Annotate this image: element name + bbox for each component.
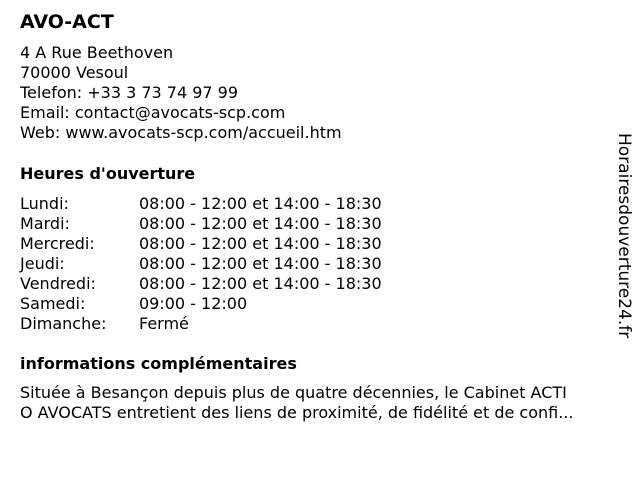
phone-number: Telefon: +33 3 73 74 97 99 — [20, 83, 239, 102]
website-address: Web: www.avocats-scp.com/accueil.htm — [20, 123, 342, 142]
address-street: 4 A Rue Beethoven — [20, 43, 174, 62]
hours-day: Vendredi: — [20, 274, 96, 293]
opening-hours-heading: Heures d'ouverture — [20, 164, 196, 183]
opening-hours-table — [20, 194, 382, 334]
additional-info-line: Située à Besançon depuis plus de quatre décennies, le Cabinet ACTI — [20, 383, 567, 402]
contact-block — [20, 43, 342, 143]
hours-day: Jeudi: — [20, 254, 65, 273]
hours-day: Mercredi: — [20, 234, 95, 253]
hours-row — [20, 234, 382, 254]
hours-row — [20, 314, 382, 334]
hours-row — [20, 254, 382, 274]
hours-day: Dimanche: — [20, 314, 107, 333]
hours-row — [20, 274, 382, 294]
hours-row — [20, 194, 382, 214]
hours-time: 08:00 - 12:00 et 14:00 - 18:30 — [139, 194, 382, 213]
hours-time: 08:00 - 12:00 et 14:00 - 18:30 — [139, 274, 382, 293]
hours-row — [20, 214, 382, 234]
business-name: AVO-ACT — [20, 11, 114, 33]
hours-time: 08:00 - 12:00 et 14:00 - 18:30 — [139, 254, 382, 273]
additional-info-line: O AVOCATS entretient des liens de proximité, de fidélité et de confi... — [20, 403, 574, 422]
hours-time: Fermé — [139, 314, 189, 333]
additional-info-text — [20, 383, 630, 423]
additional-info-heading: informations complémentaires — [20, 354, 297, 373]
hours-time: 08:00 - 12:00 et 14:00 - 18:30 — [139, 234, 382, 253]
hours-day: Mardi: — [20, 214, 70, 233]
address-city: 70000 Vesoul — [20, 63, 129, 82]
hours-time: 09:00 - 12:00 — [139, 294, 248, 313]
email-address: Email: contact@avocats-scp.com — [20, 103, 286, 122]
hours-day: Samedi: — [20, 294, 86, 313]
hours-row — [20, 294, 382, 314]
site-watermark: Horairesdouverture24.fr — [614, 133, 634, 339]
hours-time: 08:00 - 12:00 et 14:00 - 18:30 — [139, 214, 382, 233]
hours-day: Lundi: — [20, 194, 69, 213]
